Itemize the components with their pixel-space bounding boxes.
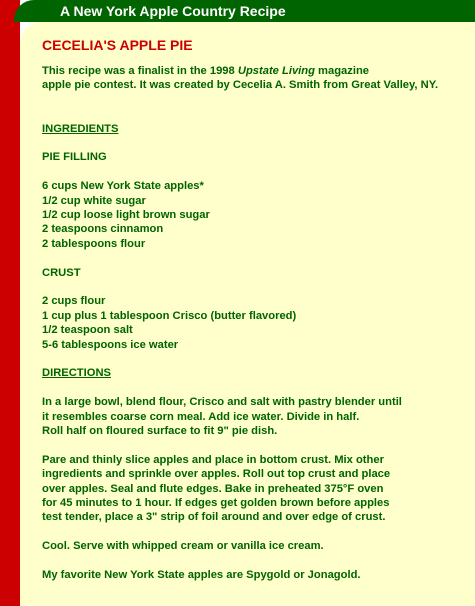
direction-line: ingredients and sprinkle over apples. Roll out top crust and place bbox=[42, 468, 391, 481]
direction-step-1 bbox=[42, 395, 472, 438]
ingredient-item: 2 cups flour bbox=[42, 295, 106, 308]
direction-step-2 bbox=[42, 453, 472, 525]
magazine-name: Upstate Living bbox=[237, 65, 315, 77]
pie-filling-heading: PIE FILLING bbox=[42, 151, 107, 164]
direction-line: test tender, place a 3" strip of foil around and over edge of crust. bbox=[42, 511, 386, 524]
ingredients-heading: INGREDIENTS bbox=[42, 122, 119, 135]
ingredient-item: 2 tablespoons flour bbox=[42, 237, 146, 250]
direction-line: In a large bowl, blend flour, Crisco and salt with pastry blender until bbox=[42, 396, 402, 409]
ingredient-item: 2 teaspoons cinnamon bbox=[42, 223, 164, 236]
header-title: A New York Apple Country Recipe bbox=[60, 3, 286, 19]
direction-line: it resembles coarse corn meal. Add ice water. Divide in half. bbox=[42, 410, 360, 423]
ingredient-item: 5-6 tablespoons ice water bbox=[42, 338, 179, 351]
recipe-title: CECELIA'S APPLE PIE bbox=[42, 37, 193, 53]
recipe-content bbox=[42, 36, 472, 582]
serving-note: Cool. Serve with whipped cream or vanilla ice cream. bbox=[42, 540, 324, 553]
intro-line-2: apple pie contest. It was created by Cecelia A. Smith from Great Valley, NY. bbox=[42, 79, 439, 92]
direction-line: over apples. Seal and flute edges. Bake in preheated 375°F oven bbox=[42, 482, 384, 495]
directions-heading: DIRECTIONS bbox=[42, 367, 111, 380]
ingredient-item: 6 cups New York State apples* bbox=[42, 180, 204, 193]
crust-heading: CRUST bbox=[42, 266, 81, 279]
ingredient-item: 1/2 teaspoon salt bbox=[42, 324, 133, 337]
ingredient-item: 1 cup plus 1 tablespoon Crisco (butter flavored) bbox=[42, 309, 297, 322]
intro-text: magazine bbox=[314, 65, 370, 77]
intro-text: This recipe was a finalist in the 1998 bbox=[42, 65, 238, 77]
direction-line: Roll half on floured surface to fit 9" pie dish. bbox=[42, 425, 278, 438]
intro-line-1 bbox=[42, 64, 472, 78]
direction-line: Pare and thinly slice apples and place in bottom crust. Mix other bbox=[42, 453, 384, 466]
ingredient-item: 1/2 cup white sugar bbox=[42, 194, 146, 207]
left-red-bar bbox=[0, 0, 20, 606]
crust-list bbox=[42, 294, 472, 352]
pie-filling-list bbox=[42, 179, 472, 251]
direction-line: for 45 minutes to 1 hour. If edges get golden brown before apples bbox=[42, 497, 390, 510]
favorite-apples-note: My favorite New York State apples are Spygold or Jonagold. bbox=[42, 569, 361, 582]
ingredient-item: 1/2 cup loose light brown sugar bbox=[42, 209, 210, 222]
